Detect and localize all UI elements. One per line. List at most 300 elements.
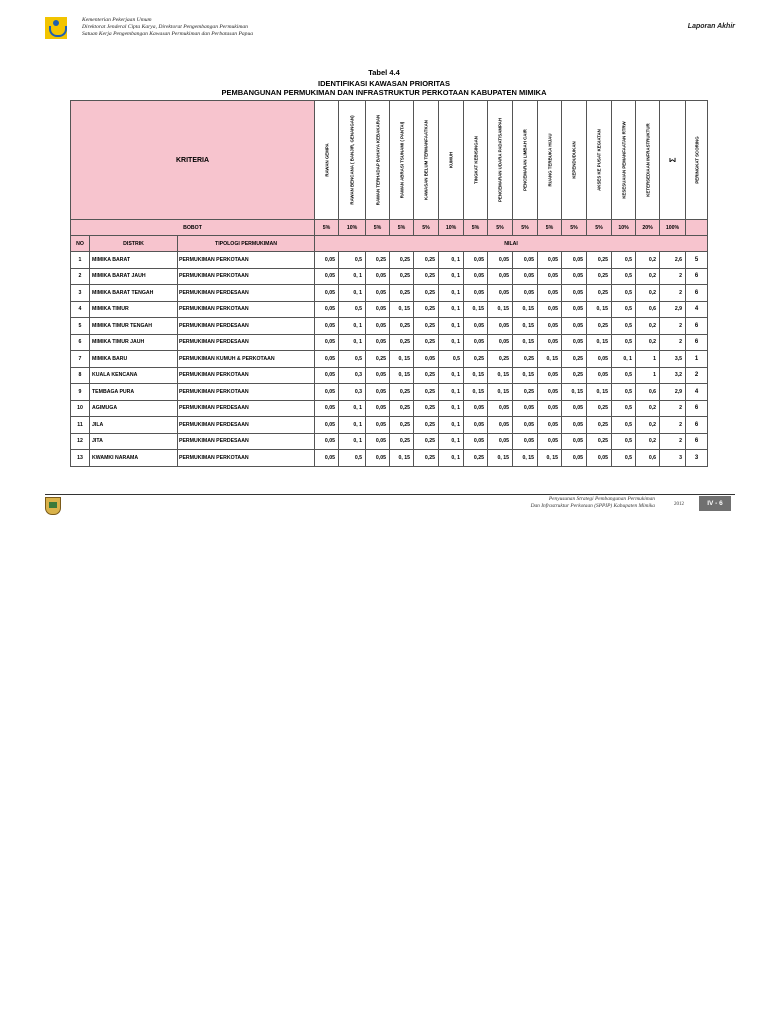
row-value: 0, 15	[513, 367, 538, 384]
row-rank: 4	[686, 384, 708, 401]
row-value: 3	[660, 450, 686, 467]
row-value: 0,05	[562, 252, 587, 269]
row-value: 0,05	[315, 433, 339, 450]
row-no: 8	[71, 367, 90, 384]
criteria-header	[390, 101, 414, 220]
row-value: 0,05	[488, 334, 513, 351]
page-number: IV - 6	[699, 496, 731, 511]
footer-divider	[45, 494, 735, 495]
row-value: 0, 1	[439, 433, 464, 450]
distrik-header: DISTRIK	[90, 236, 178, 252]
row-value: 0,5	[339, 351, 366, 368]
row-rank: 6	[686, 318, 708, 335]
bobot-value: 5%	[562, 220, 587, 236]
row-value: 0,05	[366, 433, 390, 450]
row-value: 0,25	[587, 400, 612, 417]
bobot-value: 100%	[660, 220, 686, 236]
row-value: 0, 1	[439, 417, 464, 434]
table-number: Tabel 4.4	[368, 68, 400, 77]
row-value: 0,3	[339, 367, 366, 384]
row-value: 0,05	[315, 318, 339, 335]
row-no: 2	[71, 268, 90, 285]
row-value: 0,05	[315, 285, 339, 302]
footer-line: Dan Infrastruktur Perkotaan (SPPIP) Kabupaten Mimika	[530, 503, 655, 509]
footer-document-title	[531, 496, 655, 510]
row-value: 0,25	[390, 334, 414, 351]
criteria-label: KESESUAIAN PEMANFAATAN RTRW	[621, 121, 627, 199]
row-value: 0,2	[636, 433, 660, 450]
row-value: 0,25	[488, 351, 513, 368]
row-tipologi: PERMUKIMAN PERDESAAN	[178, 433, 315, 450]
row-distrik: TEMBAGA PURA	[90, 384, 178, 401]
row-value: 0, 1	[439, 450, 464, 467]
row-value: 0, 1	[439, 301, 464, 318]
criteria-header	[660, 101, 686, 220]
row-value: 0,25	[464, 351, 488, 368]
row-value: 0,5	[612, 318, 636, 335]
table-row	[71, 318, 708, 335]
row-tipologi: PERMUKIMAN KUMUH & PERKOTAAN	[178, 351, 315, 368]
row-value: 0,25	[587, 417, 612, 434]
row-value: 0, 1	[439, 285, 464, 302]
row-value: 0, 15	[488, 384, 513, 401]
row-value: 0, 15	[488, 301, 513, 318]
row-value: 0, 1	[439, 384, 464, 401]
row-value: 2	[660, 433, 686, 450]
row-value: 0, 15	[513, 318, 538, 335]
row-value: 2,9	[660, 301, 686, 318]
row-value: 0,05	[366, 400, 390, 417]
row-value: 0,05	[562, 334, 587, 351]
row-value: 0,25	[366, 351, 390, 368]
row-value: 0,05	[587, 450, 612, 467]
row-value: 0,25	[414, 433, 439, 450]
row-value: 0,05	[538, 301, 562, 318]
row-value: 0,05	[538, 384, 562, 401]
criteria-label: PERINGKAT SCORING	[694, 136, 700, 184]
header-line: Kementerian Pekerjaan Umum	[82, 17, 152, 23]
row-no: 7	[71, 351, 90, 368]
row-value: 0,25	[414, 301, 439, 318]
criteria-header	[315, 101, 339, 220]
row-distrik: MIMIKA BARAT TENGAH	[90, 285, 178, 302]
row-value: 0, 15	[390, 367, 414, 384]
row-value: 0,05	[562, 400, 587, 417]
row-value: 0,05	[513, 433, 538, 450]
row-distrik: MIMIKA BARAT	[90, 252, 178, 269]
row-distrik: MIMIKA TIMUR JAUH	[90, 334, 178, 351]
row-value: 0,5	[612, 252, 636, 269]
row-value: 0,05	[562, 318, 587, 335]
criteria-header	[464, 101, 488, 220]
row-distrik: MIMIKA BARU	[90, 351, 178, 368]
row-distrik: MIMIKA TIMUR TENGAH	[90, 318, 178, 335]
table-row	[71, 252, 708, 269]
row-value: 0,25	[587, 285, 612, 302]
row-distrik: AGIMUGA	[90, 400, 178, 417]
criteria-label: RAWAN BENCANA ( BANJIR, GENANGAN)	[349, 115, 355, 205]
table-row	[71, 285, 708, 302]
row-value: 0,25	[414, 417, 439, 434]
row-value: 0, 1	[339, 334, 366, 351]
row-value: 2	[660, 334, 686, 351]
row-value: 0,05	[464, 285, 488, 302]
bobot-value: 5%	[464, 220, 488, 236]
row-value: 0,05	[488, 400, 513, 417]
bobot-value: 5%	[488, 220, 513, 236]
row-value: 0,05	[513, 400, 538, 417]
criteria-header	[636, 101, 660, 220]
header-line: Satuan Kerja Pengembangan Kawasan Permukiman dan Perbatasan Papua	[82, 31, 254, 38]
row-tipologi: PERMUKIMAN PERKOTAAN	[178, 268, 315, 285]
row-value: 0,05	[464, 433, 488, 450]
footer-line: Penyusunan Strategi Pembangunan Permukiman	[548, 496, 655, 502]
row-value: 0, 1	[439, 400, 464, 417]
footer-year: 2012	[674, 502, 684, 507]
row-value: 0,2	[636, 400, 660, 417]
tipologi-header: TIPOLOGI PERMUKIMAN	[178, 236, 315, 252]
row-value: 0,25	[390, 285, 414, 302]
row-value: 0,25	[414, 384, 439, 401]
row-value: 2	[660, 318, 686, 335]
row-no: 3	[71, 285, 90, 302]
row-value: 1	[636, 367, 660, 384]
bobot-value: 10%	[439, 220, 464, 236]
row-value: 0, 1	[439, 318, 464, 335]
row-value: 0,5	[612, 450, 636, 467]
row-value: 0,05	[315, 334, 339, 351]
row-value: 2	[660, 285, 686, 302]
row-value: 0,2	[636, 417, 660, 434]
criteria-label: RUANG TERBUKA HIJAU	[547, 133, 553, 187]
bobot-value: 10%	[612, 220, 636, 236]
row-value: 0,05	[464, 252, 488, 269]
table-row	[71, 367, 708, 384]
bobot-value: 5%	[390, 220, 414, 236]
row-value: 0,25	[513, 384, 538, 401]
row-value: 0,05	[513, 285, 538, 302]
row-tipologi: PERMUKIMAN PERDESAAN	[178, 285, 315, 302]
row-value: 0,05	[315, 400, 339, 417]
row-distrik: JITA	[90, 433, 178, 450]
table-row	[71, 450, 708, 467]
row-value: 0,25	[414, 450, 439, 467]
criteria-label: KETERSEDIAAN INFRASTRUKTUR	[645, 123, 651, 197]
row-value: 0,05	[366, 367, 390, 384]
row-value: 0, 15	[464, 367, 488, 384]
row-value: 0,5	[339, 301, 366, 318]
row-value: 0,5	[612, 334, 636, 351]
bobot-value: 5%	[315, 220, 339, 236]
row-value: 0,05	[587, 367, 612, 384]
row-value: 0, 1	[612, 351, 636, 368]
row-value: 0,6	[636, 384, 660, 401]
row-value: 0,05	[513, 252, 538, 269]
row-value: 0,25	[390, 268, 414, 285]
criteria-header	[366, 101, 390, 220]
row-value: 0,25	[414, 268, 439, 285]
criteria-label: RAWAN GEMPA	[324, 143, 330, 177]
row-value: 0,6	[636, 301, 660, 318]
row-value: 2	[660, 400, 686, 417]
row-rank: 6	[686, 433, 708, 450]
row-value: 0,05	[488, 433, 513, 450]
row-value: 0, 1	[339, 318, 366, 335]
criteria-header	[439, 101, 464, 220]
table-row	[71, 301, 708, 318]
criteria-label: AKSES KE PUSAT KEGIATAN	[596, 129, 602, 191]
bobot-value: 5%	[366, 220, 390, 236]
row-value: 0,25	[562, 351, 587, 368]
row-value: 0,05	[464, 268, 488, 285]
row-value: 0,05	[315, 351, 339, 368]
row-tipologi: PERMUKIMAN PERKOTAAN	[178, 252, 315, 269]
row-value: 0, 15	[390, 450, 414, 467]
row-value: 0,05	[488, 268, 513, 285]
row-value: 0,05	[315, 301, 339, 318]
criteria-label: RAWAN TERHADAP BAHAYA KEBAKARAN	[375, 114, 381, 206]
row-value: 0,05	[366, 318, 390, 335]
header-line: Direktorat Jenderal Cipta Karya, Direktorat Pengembangan Permukiman	[82, 24, 248, 31]
criteria-label: RAWAN ABRASI TSUNAMI ( PANTAI)	[399, 121, 405, 199]
row-value: 0, 15	[513, 301, 538, 318]
row-value: 0,25	[414, 285, 439, 302]
row-no: 5	[71, 318, 90, 335]
table-row	[71, 433, 708, 450]
row-value: 0,25	[587, 318, 612, 335]
row-rank: 3	[686, 450, 708, 467]
page-header	[45, 17, 735, 41]
row-tipologi: PERMUKIMAN PERDESAAN	[178, 334, 315, 351]
row-distrik: JILA	[90, 417, 178, 434]
criteria-label: Σ	[668, 157, 678, 163]
row-value: 0,5	[612, 285, 636, 302]
criteria-header	[513, 101, 538, 220]
table-subtitle: PEMBANGUNAN PERMUKIMAN DAN INFRASTRUKTUR PERKOTAAN KABUPATEN MIMIKA	[221, 88, 547, 97]
row-value: 0,25	[414, 367, 439, 384]
row-value: 0, 1	[439, 252, 464, 269]
row-no: 6	[71, 334, 90, 351]
bobot-value: 20%	[636, 220, 660, 236]
row-value: 0,05	[538, 400, 562, 417]
row-value: 0,05	[562, 285, 587, 302]
row-value: 0, 1	[339, 417, 366, 434]
bobot-value: 10%	[339, 220, 366, 236]
row-value: 0,5	[612, 400, 636, 417]
row-value: 0,05	[366, 450, 390, 467]
regency-emblem-icon	[45, 497, 61, 515]
row-value: 0,25	[414, 334, 439, 351]
row-value: 2,9	[660, 384, 686, 401]
bobot-value: 5%	[414, 220, 439, 236]
row-value: 0,05	[315, 384, 339, 401]
row-distrik: MIMIKA TIMUR	[90, 301, 178, 318]
priority-area-table	[70, 100, 708, 467]
row-value: 0, 15	[587, 301, 612, 318]
criteria-header	[339, 101, 366, 220]
row-value: 0,05	[488, 318, 513, 335]
row-value: 0,05	[464, 334, 488, 351]
row-value: 0, 1	[339, 285, 366, 302]
row-value: 0,5	[612, 367, 636, 384]
bobot-value: 5%	[513, 220, 538, 236]
row-rank: 1	[686, 351, 708, 368]
row-value: 0,05	[366, 334, 390, 351]
header-institution	[82, 17, 253, 39]
bobot-value: 5%	[587, 220, 612, 236]
row-value: 0,25	[587, 433, 612, 450]
row-value: 0,25	[414, 318, 439, 335]
row-rank: 6	[686, 268, 708, 285]
row-value: 0,05	[366, 301, 390, 318]
row-value: 0,05	[513, 268, 538, 285]
bobot-label: BOBOT	[71, 220, 315, 236]
criteria-label: KUMUH	[448, 151, 454, 169]
row-value: 0,5	[612, 268, 636, 285]
row-value: 0,05	[315, 450, 339, 467]
row-value: 0,05	[464, 318, 488, 335]
row-value: 0, 15	[513, 334, 538, 351]
row-value: 0,05	[488, 417, 513, 434]
row-value: 2	[660, 268, 686, 285]
row-value: 0,05	[562, 417, 587, 434]
row-value: 0, 15	[538, 450, 562, 467]
table-row	[71, 268, 708, 285]
row-value: 0,2	[636, 268, 660, 285]
row-no: 1	[71, 252, 90, 269]
row-value: 0, 15	[464, 301, 488, 318]
table-row	[71, 351, 708, 368]
row-value: 0,25	[587, 252, 612, 269]
row-value: 0,5	[439, 351, 464, 368]
row-tipologi: PERMUKIMAN PERDESAAN	[178, 400, 315, 417]
criteria-label: KAWASAN BELUM TERMANFAATKAN	[423, 120, 429, 200]
row-value: 0, 15	[390, 301, 414, 318]
row-value: 0,5	[612, 301, 636, 318]
row-distrik: KUALA KENCANA	[90, 367, 178, 384]
row-distrik: MIMIKA BARAT JAUH	[90, 268, 178, 285]
row-value: 1	[636, 351, 660, 368]
row-rank: 4	[686, 301, 708, 318]
row-value: 3,2	[660, 367, 686, 384]
row-value: 0,05	[562, 268, 587, 285]
table-row	[71, 400, 708, 417]
row-value: 0,25	[513, 351, 538, 368]
row-value: 0,25	[390, 318, 414, 335]
row-no: 4	[71, 301, 90, 318]
row-tipologi: PERMUKIMAN PERKOTAAN	[178, 384, 315, 401]
row-value: 0,05	[488, 285, 513, 302]
row-no: 10	[71, 400, 90, 417]
row-tipologi: PERMUKIMAN PERDESAAN	[178, 318, 315, 335]
row-value: 0,05	[464, 400, 488, 417]
row-no: 11	[71, 417, 90, 434]
row-value: 0, 15	[538, 351, 562, 368]
row-value: 0,25	[390, 252, 414, 269]
row-value: 0, 1	[339, 268, 366, 285]
criteria-header	[488, 101, 513, 220]
criteria-header	[562, 101, 587, 220]
row-value: 0,25	[366, 252, 390, 269]
kriteria-header: KRITERIA	[71, 101, 315, 220]
criteria-header	[538, 101, 562, 220]
report-label: Laporan Akhir	[687, 23, 735, 30]
no-header: NO	[71, 236, 90, 252]
row-value: 0,25	[390, 417, 414, 434]
row-value: 0, 1	[439, 268, 464, 285]
row-value: 0,05	[538, 334, 562, 351]
row-value: 2,6	[660, 252, 686, 269]
row-value: 0, 1	[439, 334, 464, 351]
criteria-label: KEPENDUDUKAN	[571, 141, 577, 179]
row-value: 0, 15	[562, 384, 587, 401]
row-value: 0, 1	[339, 400, 366, 417]
row-value: 0, 1	[439, 367, 464, 384]
row-tipologi: PERMUKIMAN PERKOTAAN	[178, 450, 315, 467]
row-value: 0,05	[414, 351, 439, 368]
row-value: 0,5	[612, 433, 636, 450]
table-title: IDENTIFIKASI KAWASAN PRIORITAS	[318, 79, 450, 88]
row-value: 0, 15	[390, 351, 414, 368]
row-value: 0,05	[538, 285, 562, 302]
row-value: 0,25	[414, 400, 439, 417]
row-no: 12	[71, 433, 90, 450]
row-value: 2	[660, 417, 686, 434]
row-value: 0,05	[587, 351, 612, 368]
row-value: 0,05	[538, 367, 562, 384]
row-tipologi: PERMUKIMAN PERDESAAN	[178, 417, 315, 434]
row-value: 0,05	[562, 433, 587, 450]
row-value: 0,05	[538, 417, 562, 434]
row-rank: 6	[686, 334, 708, 351]
row-value: 0,05	[366, 285, 390, 302]
row-value: 3,5	[660, 351, 686, 368]
row-value: 0,05	[538, 252, 562, 269]
criteria-header	[612, 101, 636, 220]
row-value: 0,5	[612, 417, 636, 434]
row-value: 0, 1	[339, 433, 366, 450]
row-no: 9	[71, 384, 90, 401]
criteria-label: PENCEMARAN LIMBAH CAIR	[522, 129, 528, 191]
row-value: 0,05	[315, 252, 339, 269]
table-row	[71, 334, 708, 351]
row-value: 0,05	[315, 367, 339, 384]
row-value: 0,2	[636, 334, 660, 351]
row-rank: 6	[686, 400, 708, 417]
row-value: 0,6	[636, 450, 660, 467]
row-value: 0,05	[562, 301, 587, 318]
criteria-header	[587, 101, 612, 220]
row-value: 0,25	[390, 400, 414, 417]
row-value: 0,5	[612, 384, 636, 401]
criteria-label: TINGKAT KEBISINGAN	[473, 136, 479, 184]
row-value: 0,25	[390, 384, 414, 401]
row-rank: 2	[686, 367, 708, 384]
row-value: 0,05	[464, 417, 488, 434]
row-value: 0,5	[339, 252, 366, 269]
row-value: 0,2	[636, 318, 660, 335]
table-row	[71, 417, 708, 434]
row-value: 0,05	[315, 417, 339, 434]
row-value: 0,25	[562, 367, 587, 384]
row-value: 0,05	[315, 268, 339, 285]
row-no: 13	[71, 450, 90, 467]
row-value: 0,2	[636, 285, 660, 302]
row-value: 0, 15	[513, 450, 538, 467]
row-tipologi: PERMUKIMAN PERKOTAAN	[178, 367, 315, 384]
table-row	[71, 384, 708, 401]
criteria-label: PENCEMARAN UDARA PADAT/SAMPAH	[497, 118, 503, 202]
